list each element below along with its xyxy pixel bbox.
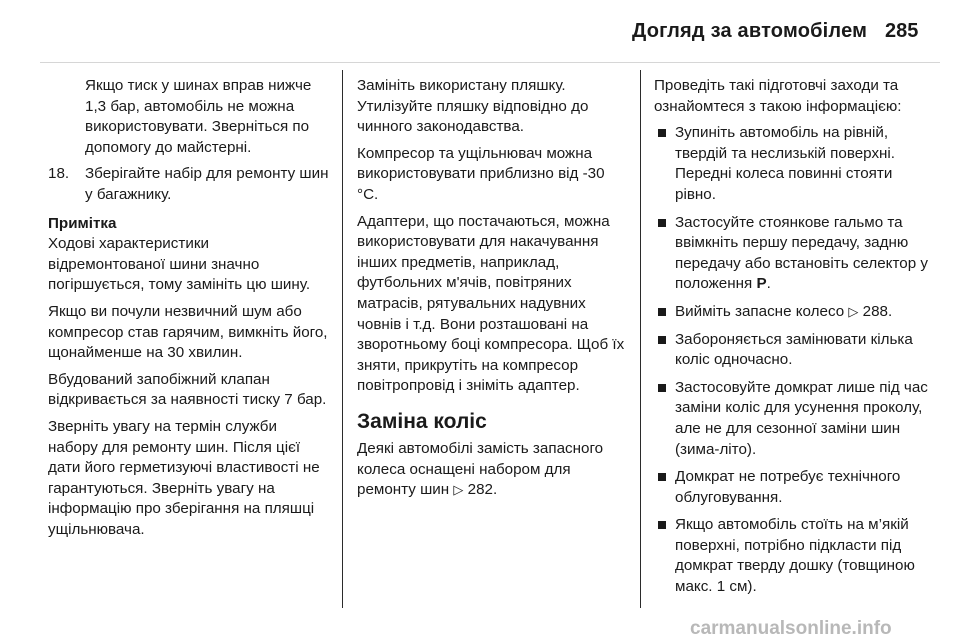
note-paragraph: Зверніть увагу на термін служби набору для ремонту шин. Після цієї дати його герметизуючі властивості не гарантуються. Зверніть увагу на інформацію про зберігання на пляшці ущільнювача.	[48, 417, 320, 538]
bullet-text: Якщо автомобіль стоїть на м’якій поверхні, потрібно підкласти під домкрат тверду дошку (товщиною макс. 1 см).	[675, 516, 915, 596]
intro-paragraph: Проведіть такі підготовчі заходи та ознайомтеся з такою інформацією:	[654, 77, 902, 115]
bullet-item	[654, 515, 929, 597]
bullet-item	[654, 302, 929, 323]
bullet-item	[654, 467, 929, 508]
note-block	[48, 214, 330, 541]
paragraph: Замініть використану пляшку. Утилізуйте пляшку відповідно до чинного законодавства.	[357, 77, 589, 136]
bullet-square-icon	[658, 219, 666, 227]
bullet-text: Застосовуйте домкрат лише під час заміни коліс для усунення проколу, але не для сезонної заміни шин (зима-літо).	[675, 378, 928, 458]
paragraph: Компресор та ущільнювач можна використовувати приблизно від -30 °C.	[357, 144, 605, 203]
page-reference-link[interactable]: 288.	[862, 302, 893, 320]
bullet-item	[654, 123, 929, 205]
bullet-square-icon	[658, 473, 666, 481]
paragraph	[357, 439, 629, 501]
bullet-text: Забороняється замінювати кілька коліс одночасно.	[675, 330, 913, 369]
page-reference-icon: ▷	[848, 303, 859, 319]
bullet-text: Вийміть запасне колесо	[675, 302, 845, 320]
note-title: Примітка	[48, 214, 117, 232]
watermark: carmanualsonline.info	[690, 618, 892, 639]
note-paragraph: Вбудований запобіжний клапан відкривається за наявності тиску 7 бар.	[48, 370, 327, 409]
bullet-text: Застосуйте стоянкове гальмо та ввімкніть першу передачу, задню передачу або встановіть селектор у положення	[675, 213, 928, 293]
note-paragraph: Ходові характеристики відремонтованої шини значно погіршується, тому замініть цю шину.	[48, 235, 311, 294]
page-reference-icon: ▷	[453, 482, 464, 498]
bullet-square-icon	[658, 308, 666, 316]
continued-paragraph: Якщо тиск у шинах вправ нижче 1,3 бар, автомобіль не можна використовувати. Зверніться по допомогу до майстерні.	[85, 77, 312, 156]
page-title: Догляд за автомобілем	[632, 20, 868, 42]
paragraph-text: Деякі автомобілі замість запасного колеса оснащені набором для ремонту шин	[357, 439, 604, 499]
column-divider-left	[342, 70, 343, 608]
page-header	[0, 0, 960, 62]
list-item-text: Зберігайте набір для ремонту шин у багажнику.	[85, 165, 329, 203]
bullet-square-icon	[658, 129, 666, 137]
bullet-text: Зупиніть автомобіль на рівній, твердій та неслизькій поверхні. Передні колеса повинні стояти рівно.	[675, 124, 896, 203]
list-item-18	[48, 164, 330, 205]
bullet-item	[654, 330, 929, 371]
column-middle	[357, 76, 629, 507]
bullet-square-icon	[658, 336, 666, 344]
section-title: Заміна коліс	[357, 409, 487, 433]
bullet-square-icon	[658, 521, 666, 529]
paragraph: Адаптери, що постачаються, можна використовувати для накачування інших предметів, наприклад, футбольних м'ячів, повітряних матрасів, рятувальних надувних човнів і т.д. Вони розташовані на зворотньому боці компресора. Щоб їх зняти, прикрутіть на компресор повітропровід і зніміть адаптер.	[357, 212, 625, 395]
page-number: 285	[885, 20, 919, 42]
column-left	[48, 76, 330, 546]
gear-position: P	[756, 275, 767, 293]
column-right	[654, 76, 929, 605]
list-item-number: 18.	[48, 165, 70, 183]
note-paragraph: Якщо ви почули незвичний шум або компресор став гарячим, вимкніть його, щонайменше на 30 хвилин.	[48, 302, 328, 362]
bullet-square-icon	[658, 384, 666, 392]
page-reference-link[interactable]: 282.	[467, 481, 498, 499]
header-rule	[40, 62, 940, 63]
bullet-item	[654, 378, 929, 460]
bullet-text: Домкрат не потребує технічного облуговування.	[675, 468, 901, 506]
column-divider-right	[640, 70, 641, 608]
bullet-item: Застосуйте стоянкове гальмо та ввімкніть першу передачу, задню передачу або встановіть селектор у положення P.	[654, 213, 929, 295]
